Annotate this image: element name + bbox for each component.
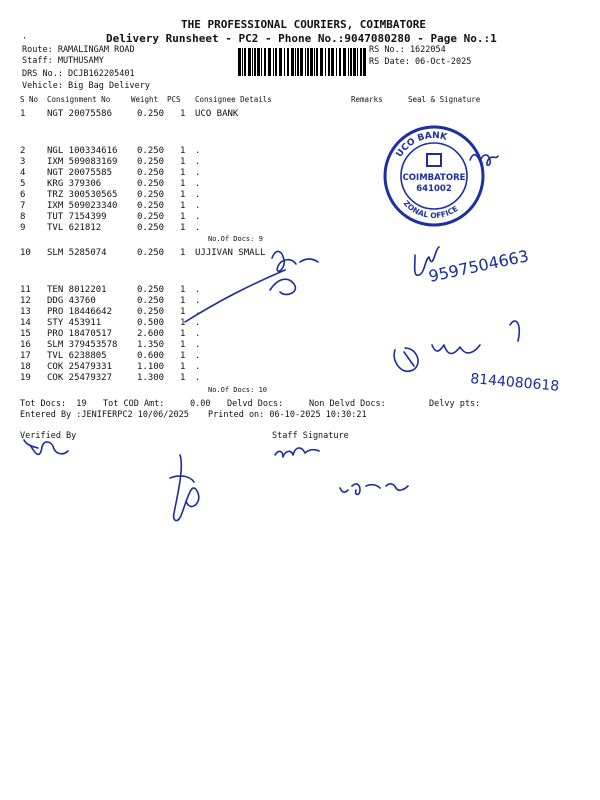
row-sno: 18	[20, 362, 31, 372]
row-pcs: 1	[180, 340, 186, 350]
row-consignee: .	[195, 362, 201, 372]
recipient-signature-4	[394, 321, 519, 371]
row-consignee: .	[195, 201, 201, 211]
row-weight: 0.250	[137, 168, 165, 178]
row-consignment: IXM 509023340	[47, 201, 118, 211]
row-weight: 0.250	[137, 285, 165, 295]
row-weight: 0.250	[137, 179, 165, 189]
row-consignment: SLM 379453578	[47, 340, 118, 350]
row-weight: 0.250	[137, 201, 165, 211]
non-delvd-docs: Non Delvd Docs:	[309, 399, 386, 409]
row-sno: 2	[20, 146, 26, 156]
row-pcs: 1	[180, 223, 186, 233]
row-weight: 1.300	[137, 373, 165, 383]
row-pcs: 1	[180, 318, 186, 328]
vehicle-label: Vehicle: Big Bag Delivery	[22, 81, 150, 91]
row-consignee: .	[195, 157, 201, 167]
staff-label: Staff: MUTHUSAMY	[22, 56, 104, 66]
phone-number-1: 9597504663	[426, 246, 531, 286]
row-consignment: TVL 6238805	[47, 351, 107, 361]
col-weight: Weight	[131, 95, 159, 104]
row-sno: 13	[20, 307, 31, 317]
row-weight: 0.600	[137, 351, 165, 361]
rs-number: RS No.: 1622054	[369, 45, 446, 55]
rs-date: RS Date: 06-Oct-2025	[369, 57, 472, 67]
row-pcs: 1	[180, 307, 186, 317]
row-sno: 8	[20, 212, 26, 222]
row-sno: 17	[20, 351, 31, 361]
row-pcs: 1	[180, 248, 186, 258]
row-weight: 2.600	[137, 329, 165, 339]
row-consignment: TVL 621812	[47, 223, 102, 233]
row-consignment: NGT 20075585	[47, 168, 113, 178]
stamp-city: COIMBATORE	[402, 173, 466, 183]
row-sno: 3	[20, 157, 26, 167]
drs-label: DRS No.: DCJB162205401	[22, 69, 135, 79]
row-consignee: .	[195, 307, 201, 317]
row-weight: 0.250	[137, 223, 165, 233]
row-pcs: 1	[180, 146, 186, 156]
stamp-bottom-text: ZONAL OFFICE	[401, 198, 460, 221]
row-sno: 10	[20, 248, 31, 258]
row-consignment: TEN 8012201	[47, 285, 107, 295]
row-weight: 0.250	[137, 307, 165, 317]
dot-mark: ·	[22, 34, 28, 44]
row-consignment: STY 453911	[47, 318, 102, 328]
row-sno: 15	[20, 329, 31, 339]
row-consignment: SLM 5285074	[47, 248, 107, 258]
row-sno: 4	[20, 168, 26, 178]
row-consignee: .	[195, 190, 201, 200]
col-consignment: Consignment No	[47, 95, 111, 104]
stamp-top-text: UCO BANK	[394, 130, 449, 160]
row-weight: 0.250	[137, 212, 165, 222]
row-weight: 1.100	[137, 362, 165, 372]
col-sno: S No	[20, 95, 39, 104]
row-sno: 7	[20, 201, 26, 211]
staff-signature-2	[340, 484, 408, 495]
row-consignment: DDG 43760	[47, 296, 96, 306]
row-consignee: .	[195, 146, 201, 156]
company-title: THE PROFESSIONAL COURIERS, COIMBATORE	[181, 18, 427, 31]
large-signature	[170, 455, 199, 521]
row-consignee: .	[195, 351, 201, 361]
row-pcs: 1	[180, 373, 186, 383]
row-consignment: IXM 509083169	[47, 157, 118, 167]
row-consignee: .	[195, 168, 201, 178]
verified-by-label: Verified By	[20, 431, 77, 441]
row-consignee: .	[195, 318, 201, 328]
row-consignment: TUT 7154399	[47, 212, 107, 222]
row-consignment: NGL 100334616	[47, 146, 118, 156]
tot-docs: Tot Docs: 19	[20, 399, 87, 409]
row-weight: 0.250	[137, 248, 165, 258]
phone-number-2: 8144080618	[469, 371, 560, 395]
row-sno: 1	[20, 109, 26, 119]
row-pcs: 1	[180, 157, 186, 167]
row-consignee: .	[195, 285, 201, 295]
route-label: Route: RAMALINGAM ROAD	[22, 45, 135, 55]
row-weight: 0.250	[137, 146, 165, 156]
row-consignee: .	[195, 212, 201, 222]
group-total-2: No.Of Docs: 10	[208, 386, 268, 394]
row-consignee: .	[195, 179, 201, 189]
strike-line-icon	[185, 270, 285, 322]
col-seal: Seal & Signature	[408, 95, 481, 104]
tot-cod: Tot COD Amt: 0.00	[103, 399, 211, 409]
delvy-pts: Delvy pts:	[429, 399, 481, 409]
row-pcs: 1	[180, 109, 186, 119]
verified-signature	[24, 440, 68, 454]
delvd-docs: Delvd Docs:	[227, 399, 284, 409]
row-consignee: .	[195, 340, 201, 350]
row-sno: 11	[20, 285, 31, 295]
row-sno: 16	[20, 340, 31, 350]
row-sno: 5	[20, 179, 26, 189]
staff-signature	[275, 448, 319, 457]
row-pcs: 1	[180, 179, 186, 189]
row-consignment: PRO 18470517	[47, 329, 113, 339]
row-pcs: 1	[180, 351, 186, 361]
staff-signature-label: Staff Signature	[272, 431, 349, 441]
row-consignment: COK 25479331	[47, 362, 113, 372]
row-pcs: 1	[180, 296, 186, 306]
col-remarks: Remarks	[351, 95, 383, 104]
col-pcs: PCS	[167, 95, 181, 104]
stamp-pincode: 641002	[416, 184, 452, 194]
row-sno: 14	[20, 318, 31, 328]
row-consignment: COK 25479327	[47, 373, 113, 383]
row-consignment: PRO 18446642	[47, 307, 113, 317]
row-pcs: 1	[180, 285, 186, 295]
row-weight: 0.250	[137, 109, 165, 119]
row-sno: 12	[20, 296, 31, 306]
row-weight: 0.250	[137, 296, 165, 306]
row-sno: 9	[20, 223, 26, 233]
row-consignee: .	[195, 373, 201, 383]
row-consignment: NGT 20075586	[47, 109, 113, 119]
row-consignee: UJJIVAN SMALL	[195, 248, 266, 258]
row-sno: 6	[20, 190, 26, 200]
row-pcs: 1	[180, 329, 186, 339]
row-consignment: KRG 379306	[47, 179, 102, 189]
row-weight: 0.250	[137, 190, 165, 200]
row-consignment: TRZ 300530565	[47, 190, 118, 200]
row-sno: 19	[20, 373, 31, 383]
seal-signature-1	[470, 155, 498, 166]
group-total-1: No.Of Docs: 9	[208, 235, 263, 243]
row-pcs: 1	[180, 212, 186, 222]
row-pcs: 1	[180, 190, 186, 200]
printed-on: Printed on: 06-10-2025 10:30:21	[208, 410, 367, 420]
row-pcs: 1	[180, 362, 186, 372]
row-weight: 0.250	[137, 157, 165, 167]
row-consignee: UCO BANK	[195, 109, 239, 119]
runsheet-title: Delivery Runsheet - PC2 - Phone No.:9047080280 - Page No.:1	[106, 32, 497, 45]
row-pcs: 1	[180, 168, 186, 178]
row-weight: 0.500	[137, 318, 165, 328]
entered-by: Entered By :JENIFERPC2 10/06/2025	[20, 410, 189, 420]
row-consignee: .	[195, 223, 201, 233]
row-pcs: 1	[180, 201, 186, 211]
col-consignee: Consignee Details	[195, 95, 272, 104]
row-weight: 1.350	[137, 340, 165, 350]
row-consignee: .	[195, 329, 201, 339]
row-consignee: .	[195, 296, 201, 306]
